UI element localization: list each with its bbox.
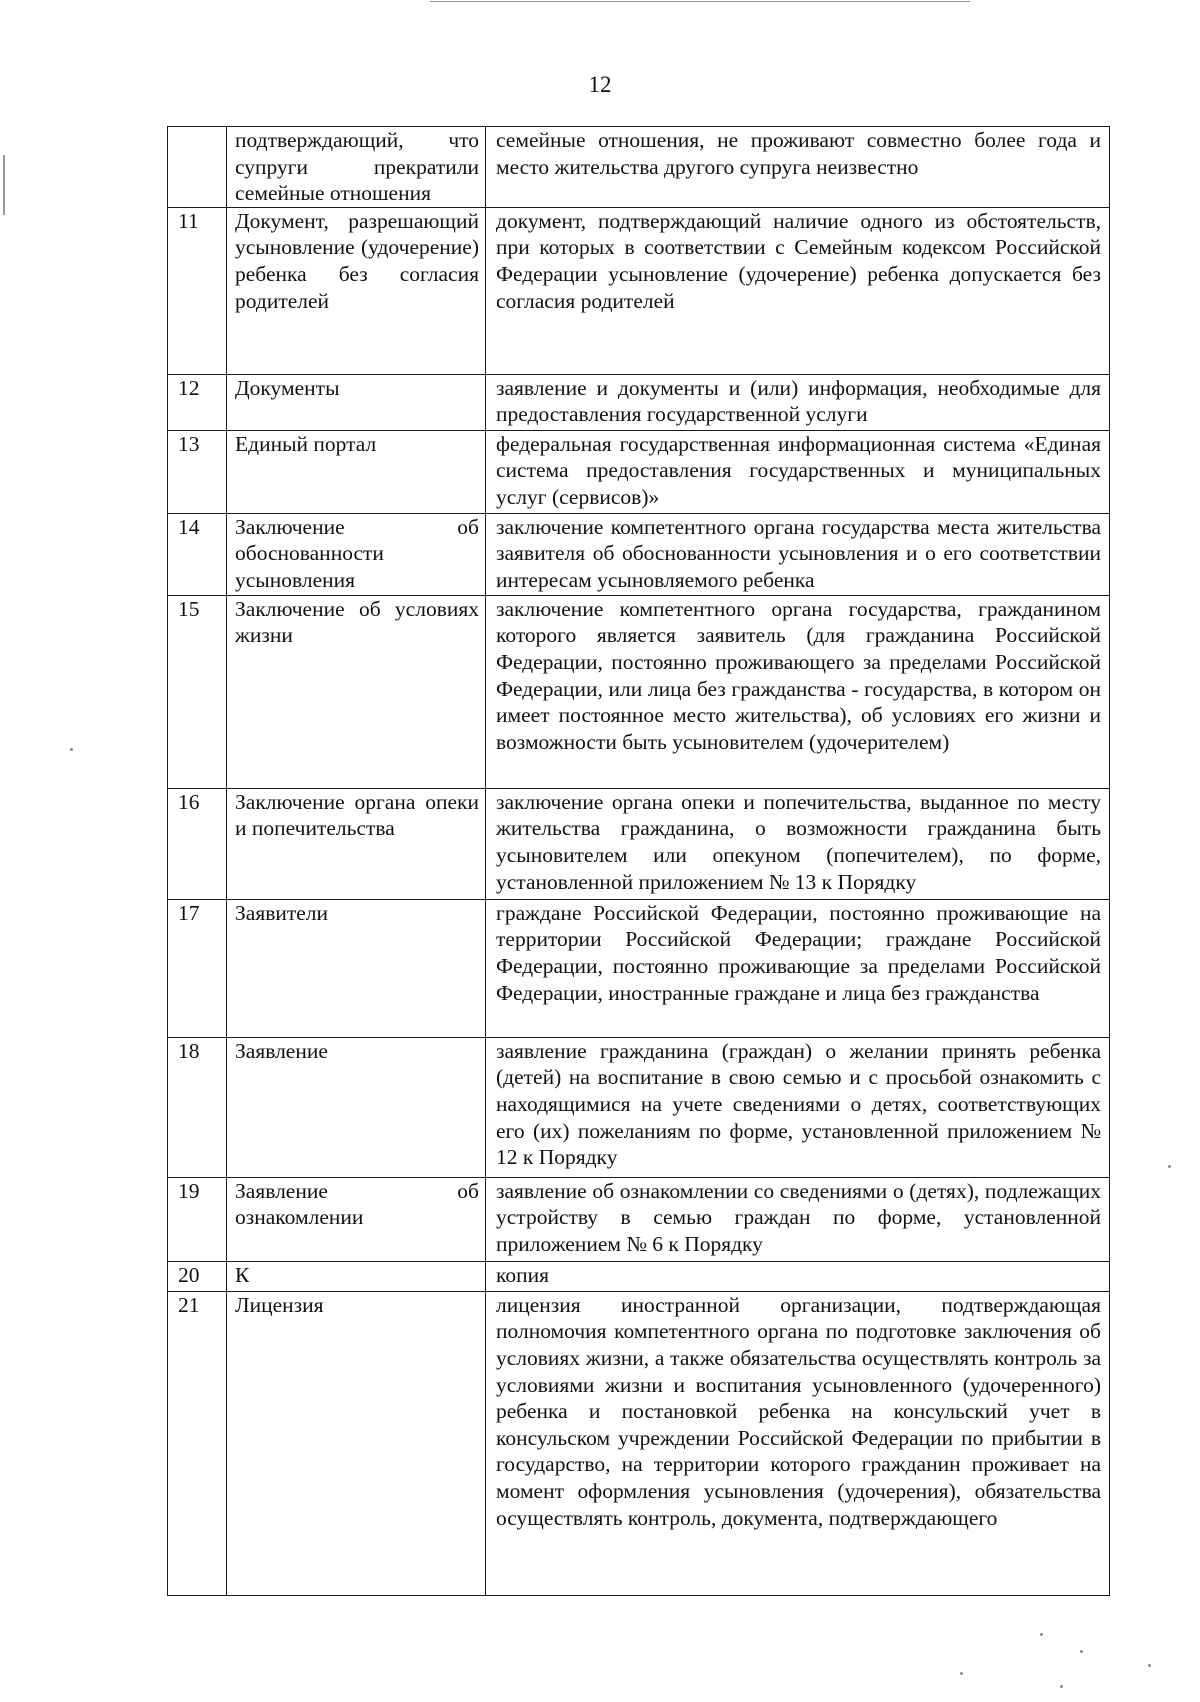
scan-artifact-left-mark <box>3 155 5 215</box>
definition-cell: заключение компетентного органа государства, гражданином которого является заявитель (для гражданина Российской Федерации, постоянно проживающего за пределами Российской Федерации, или лица без гражданства - государства, в котором он имеет постоянное место жительства), об условиях его жизни и возможности быть усыновителем (удочерителем) <box>486 595 1110 788</box>
term-cell: К <box>227 1261 486 1291</box>
definition-cell: заявление об ознакомлении со сведениями о (детях), подлежащих устройству в семью граждан по форме, установленной приложением № 6 к Порядку <box>486 1177 1110 1261</box>
definition-cell: заключение компетентного органа государства места жительства заявителя об обоснованности усыновления и о его соответствии интересам усыновляемого ребенка <box>486 513 1110 595</box>
table-row <box>168 127 1110 208</box>
row-number: 13 <box>168 430 227 513</box>
row-number: 12 <box>168 374 227 430</box>
scan-artifact-dot <box>960 1672 963 1675</box>
row-number: 17 <box>168 899 227 1037</box>
definition-cell: федеральная государственная информационная система «Единая система предоставления государственных и муниципальных услуг (сервисов)» <box>486 430 1110 513</box>
scan-artifact-dot <box>70 748 73 751</box>
term-cell: Заключение об обоснованности усыновления <box>227 513 486 595</box>
term-cell: Заявление <box>227 1037 486 1177</box>
table-row <box>168 1037 1110 1177</box>
definition-cell: заявление и документы и (или) информация, необходимые для предоставления государственной услуги <box>486 374 1110 430</box>
table-row <box>168 788 1110 899</box>
row-number: 21 <box>168 1291 227 1595</box>
row-number: 11 <box>168 207 227 374</box>
row-number: 16 <box>168 788 227 899</box>
term-cell: Документ, разрешающий усыновление (удочерение) ребенка без согласия родителей <box>227 207 486 374</box>
term-cell: Заключение органа опеки и попечительства <box>227 788 486 899</box>
table-row <box>168 1291 1110 1595</box>
scan-artifact-dot <box>1060 1685 1063 1688</box>
terms-table <box>167 126 1110 1596</box>
scan-artifact-top-line <box>430 1 970 2</box>
definition-cell: заявление гражданина (граждан) о желании принять ребенка (детей) на воспитание в свою семью и с просьбой ознакомить с находящимися на учете сведениями о детях, соответствующих его (их) пожеланиям по форме, установленной приложением № 12 к Порядку <box>486 1037 1110 1177</box>
scan-artifact-dot <box>1148 1664 1151 1667</box>
row-number <box>168 127 227 208</box>
definition-cell: граждане Российской Федерации, постоянно проживающие на территории Российской Федерации; граждане Российской Федерации, постоянно проживающие за пределами Российской Федерации, иностранные граждане и лица без гражданства <box>486 899 1110 1037</box>
table-row <box>168 430 1110 513</box>
table-row <box>168 899 1110 1037</box>
term-cell: Заявители <box>227 899 486 1037</box>
table-row <box>168 1261 1110 1291</box>
table-row <box>168 207 1110 374</box>
definition-cell: заключение органа опеки и попечительства, выданное по месту жительства гражданина, о возможности гражданина быть усыновителем или опекуном (попечителем), по форме, установленной приложением № 13 к Порядку <box>486 788 1110 899</box>
row-number: 19 <box>168 1177 227 1261</box>
scan-artifact-dot <box>1040 1633 1043 1636</box>
table-row <box>168 374 1110 430</box>
row-number: 14 <box>168 513 227 595</box>
scan-artifact-dot <box>1168 1165 1171 1168</box>
table-row <box>168 513 1110 595</box>
row-number: 20 <box>168 1261 227 1291</box>
table-row <box>168 1177 1110 1261</box>
term-cell: Документы <box>227 374 486 430</box>
definition-cell: семейные отношения, не проживают совместно более года и место жительства другого супруга неизвестно <box>486 127 1110 208</box>
term-cell: Единый портал <box>227 430 486 513</box>
definition-cell: копия <box>486 1261 1110 1291</box>
row-number: 15 <box>168 595 227 788</box>
table-row <box>168 595 1110 788</box>
page-number: 12 <box>588 72 612 97</box>
definition-cell: документ, подтверждающий наличие одного из обстоятельств, при которых в соответствии с Семейным кодексом Российской Федерации усыновление (удочерение) ребенка допускается без согласия родителей <box>486 207 1110 374</box>
term-cell: Заявление об ознакомлении <box>227 1177 486 1261</box>
term-cell: Лицензия <box>227 1291 486 1595</box>
scan-artifact-dot <box>1080 1650 1083 1653</box>
term-cell: подтверждающий, что супруги прекратили семейные отношения <box>227 127 486 208</box>
term-cell: Заключение об условиях жизни <box>227 595 486 788</box>
row-number: 18 <box>168 1037 227 1177</box>
definition-cell: лицензия иностранной организации, подтверждающая полномочия компетентного органа по подготовке заключения об условиях жизни, а также обязательства осуществлять контроль за условиями жизни и воспитания усыновленного (удочеренного) ребенка и постановкой ребенка на консульский учет в консульском учреждении Российской Федерации по прибытии в государство, на территории которого гражданин проживает на момент оформления усыновления (удочерения), обязательства осуществлять контроль, документа, подтверждающего <box>486 1291 1110 1595</box>
